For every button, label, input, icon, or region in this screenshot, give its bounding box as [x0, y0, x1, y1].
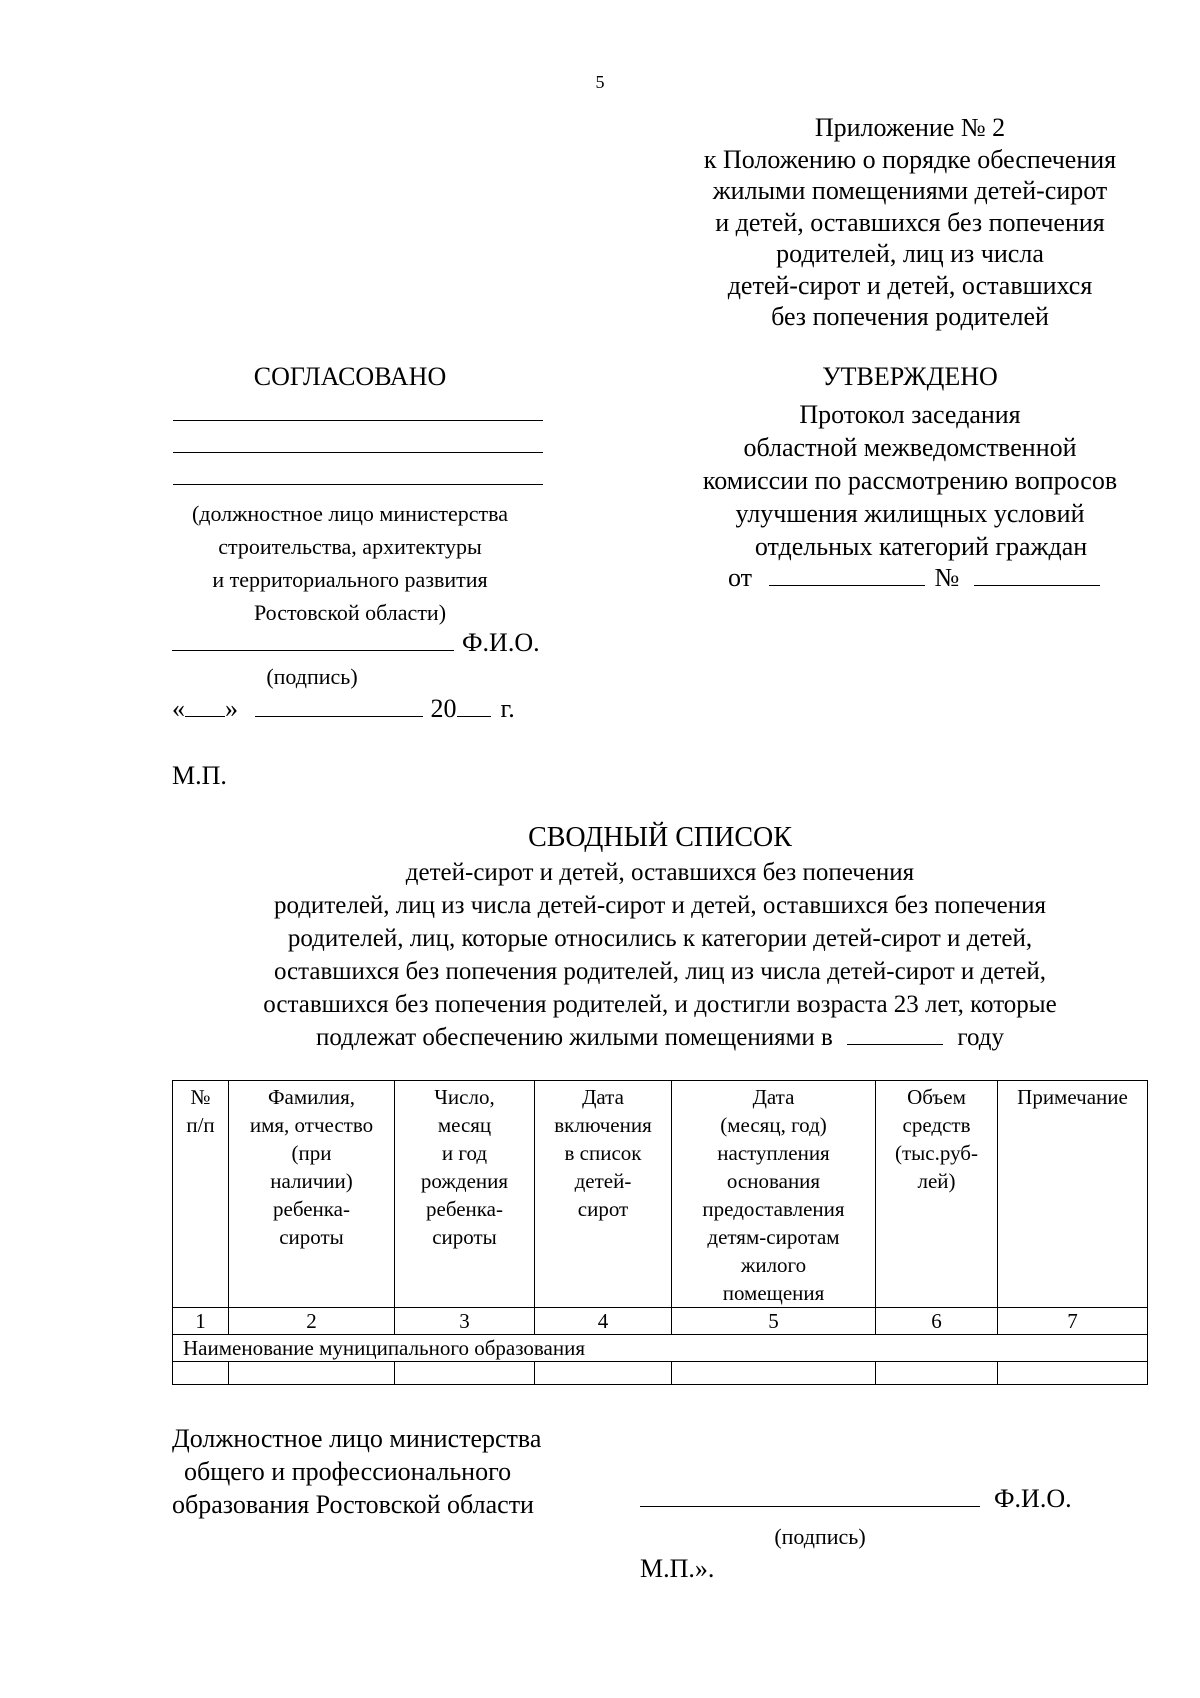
municipality-name-cell: Наименование муниципального образования — [173, 1335, 1148, 1362]
table-cell — [173, 1362, 229, 1385]
agreed-blank-line — [173, 484, 543, 485]
official-line: Должностное лицо министерства — [172, 1424, 542, 1453]
appendix-header — [650, 112, 1170, 333]
agreed-fio-row — [172, 628, 540, 658]
subtitle-last-line — [180, 1021, 1140, 1054]
summary-list-subtitle — [180, 856, 1140, 1054]
official-stamp: М.П.». — [640, 1554, 715, 1583]
protocol-date-blank — [769, 563, 925, 586]
agreed-fio-label: Ф.И.О. — [462, 628, 540, 657]
subtitle-line: родителей, лиц, которые относились к категории детей-сирот и детей, — [287, 925, 1033, 952]
year-fill-blank — [847, 1022, 943, 1045]
subtitle-line: родителей, лиц из числа детей-сирот и детей, оставшихся без попечения — [273, 892, 1047, 919]
protocol-date-number-row — [728, 563, 1100, 593]
official-fio-label: Ф.И.О. — [994, 1484, 1072, 1513]
date-close-quote: » — [225, 694, 238, 723]
page-number: 5 — [595, 72, 605, 92]
table-cell — [998, 1362, 1148, 1385]
subtitle-last-suffix: году — [957, 1024, 1004, 1051]
official-signature-label: (подпись) — [774, 1524, 866, 1549]
appendix-line: и детей, оставшихся без попечения — [715, 207, 1105, 237]
year-prefix: 20 — [430, 694, 457, 723]
column-number: 7 — [998, 1308, 1148, 1335]
column-number: 4 — [535, 1308, 672, 1335]
summary-table — [172, 1080, 1148, 1385]
year-suffix: г. — [500, 694, 515, 723]
from-label: от — [728, 563, 753, 592]
agreed-stamp: М.П. — [172, 761, 227, 790]
summary-list-title: СВОДНЫЙ СПИСОК — [528, 822, 792, 853]
table-header-row — [173, 1081, 1148, 1308]
agreed-date-row — [172, 694, 515, 724]
header-cell-full-name: Фамилия, имя, отчество (при наличии) ребенка- сироты — [229, 1081, 395, 1308]
header-cell-funds: Объем средств (тыс.руб- лей) — [876, 1081, 998, 1308]
appendix-line: детей-сирот и детей, оставшихся — [727, 270, 1093, 300]
header-cell-inclusion-date: Дата включения в список детей- сирот — [535, 1081, 672, 1308]
official-title — [172, 1422, 541, 1521]
column-number: 1 — [173, 1308, 229, 1335]
appendix-line: Приложение № 2 — [814, 113, 1006, 142]
header-cell-basis-date: Дата (месяц, год) наступления основания предоставления детям-сиротам жилого помещения — [672, 1081, 876, 1308]
header-cell-birth-date: Число, месяц и год рождения ребенка- сироты — [395, 1081, 535, 1308]
agreed-signature-blank — [172, 650, 454, 651]
official-fio-row — [640, 1484, 1072, 1514]
table-cell — [535, 1362, 672, 1385]
approved-line: отдельных категорий граждан — [754, 532, 1088, 561]
month-blank — [255, 694, 423, 717]
agreed-desc-line: строительства, архитектуры — [218, 534, 482, 559]
date-open-quote: « — [172, 694, 185, 723]
official-line: общего и профессионального — [184, 1457, 512, 1486]
table-column-number-row — [173, 1308, 1148, 1335]
agreed-desc-line: Ростовской области) — [253, 600, 447, 625]
number-label: № — [934, 563, 960, 592]
appendix-line: к Положению о порядке обеспечения — [703, 144, 1117, 174]
day-blank — [185, 694, 225, 717]
table-row — [173, 1362, 1148, 1385]
column-number: 5 — [672, 1308, 876, 1335]
agreed-title: СОГЛАСОВАНО — [253, 362, 447, 391]
table-cell — [876, 1362, 998, 1385]
column-number: 3 — [395, 1308, 535, 1335]
approved-line: Протокол заседания — [799, 400, 1021, 429]
approved-line: улучшения жилищных условий — [735, 499, 1085, 528]
column-number: 2 — [229, 1308, 395, 1335]
approved-line: областной межведомственной — [743, 433, 1077, 462]
official-signature-blank — [640, 1506, 980, 1507]
table-cell — [672, 1362, 876, 1385]
subtitle-line: оставшихся без попечения родителей, лиц из числа детей-сирот и детей, — [273, 958, 1047, 985]
approved-title: УТВЕРЖДЕНО — [822, 362, 998, 391]
protocol-number-blank — [974, 563, 1100, 586]
agreed-official-description — [170, 497, 530, 629]
agreed-desc-line: (должностное лицо министерства — [191, 501, 509, 526]
table-cell — [229, 1362, 395, 1385]
approved-protocol — [650, 398, 1170, 563]
agreed-signature-label: (подпись) — [266, 664, 358, 689]
year-blank — [457, 694, 491, 717]
agreed-desc-line: и территориального развития — [212, 567, 488, 592]
appendix-line: жилыми помещениями детей-сирот — [712, 176, 1108, 205]
approved-line: комиссии по рассмотрению вопросов — [702, 466, 1118, 495]
agreed-blank-line — [173, 452, 543, 453]
subtitle-line: оставшихся без попечения родителей, и достигли возраста 23 лет, которые — [263, 991, 1057, 1018]
header-cell-note: Примечание — [998, 1081, 1148, 1308]
subtitle-last-prefix: подлежат обеспечению жилыми помещениями в — [316, 1024, 833, 1051]
appendix-line: родителей, лиц из числа — [776, 239, 1044, 268]
header-cell-number: № п/п — [173, 1081, 229, 1308]
column-number: 6 — [876, 1308, 998, 1335]
official-line: образования Ростовской области — [172, 1490, 534, 1519]
agreed-blank-line — [173, 420, 543, 421]
subtitle-line: детей-сирот и детей, оставшихся без попечения — [405, 859, 915, 886]
table-municipality-row — [173, 1335, 1148, 1362]
table-cell — [395, 1362, 535, 1385]
appendix-line: без попечения родителей — [771, 302, 1049, 331]
